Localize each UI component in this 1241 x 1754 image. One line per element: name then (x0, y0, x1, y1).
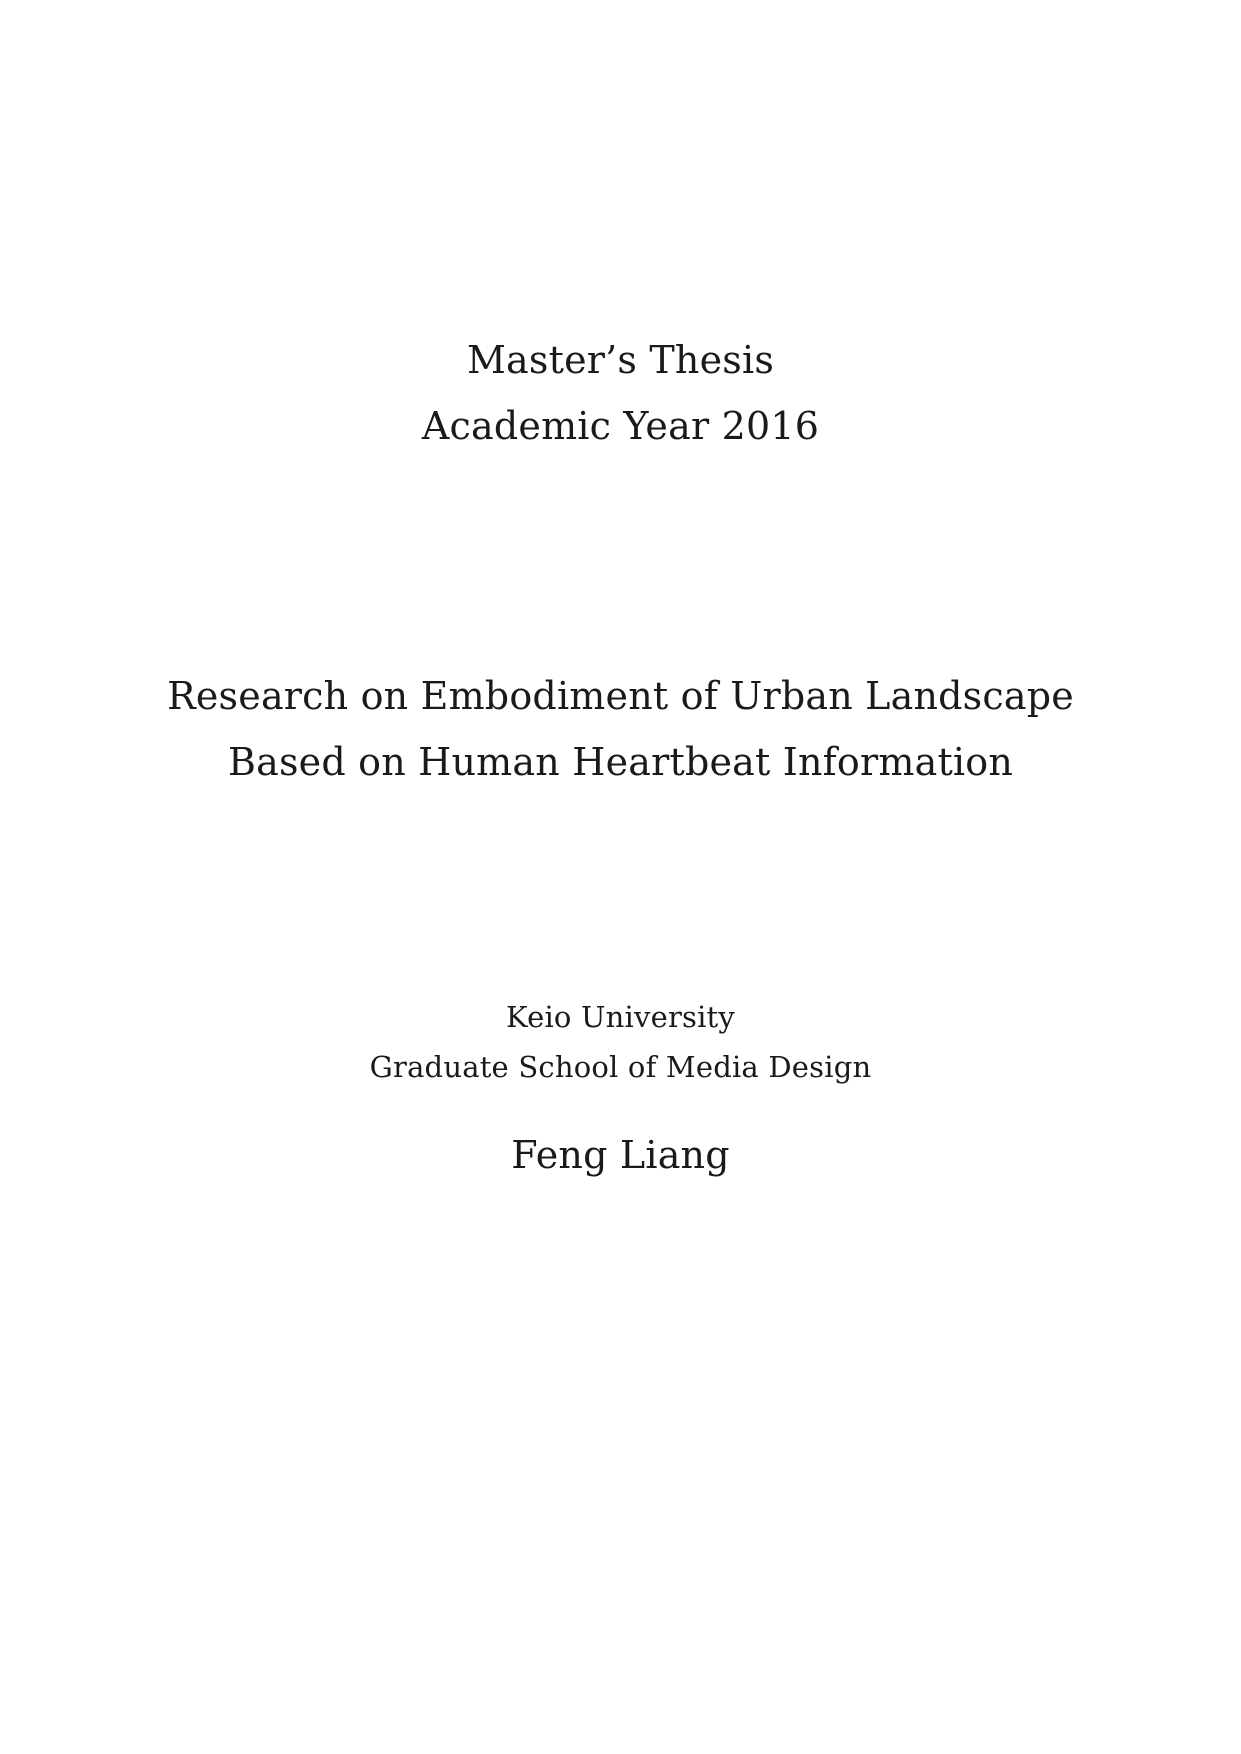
academic-year: Academic Year 2016 (421, 404, 820, 448)
thesis-type: Master’s Thesis (466, 338, 775, 382)
title-line-2: Based on Human Heartbeat Information (227, 740, 1014, 784)
school-name: Graduate School of Media Design (369, 1050, 872, 1084)
university-name: Keio University (506, 1000, 735, 1034)
author-name: Feng Liang (511, 1133, 730, 1177)
title-line-1: Research on Embodiment of Urban Landscape (167, 674, 1074, 718)
